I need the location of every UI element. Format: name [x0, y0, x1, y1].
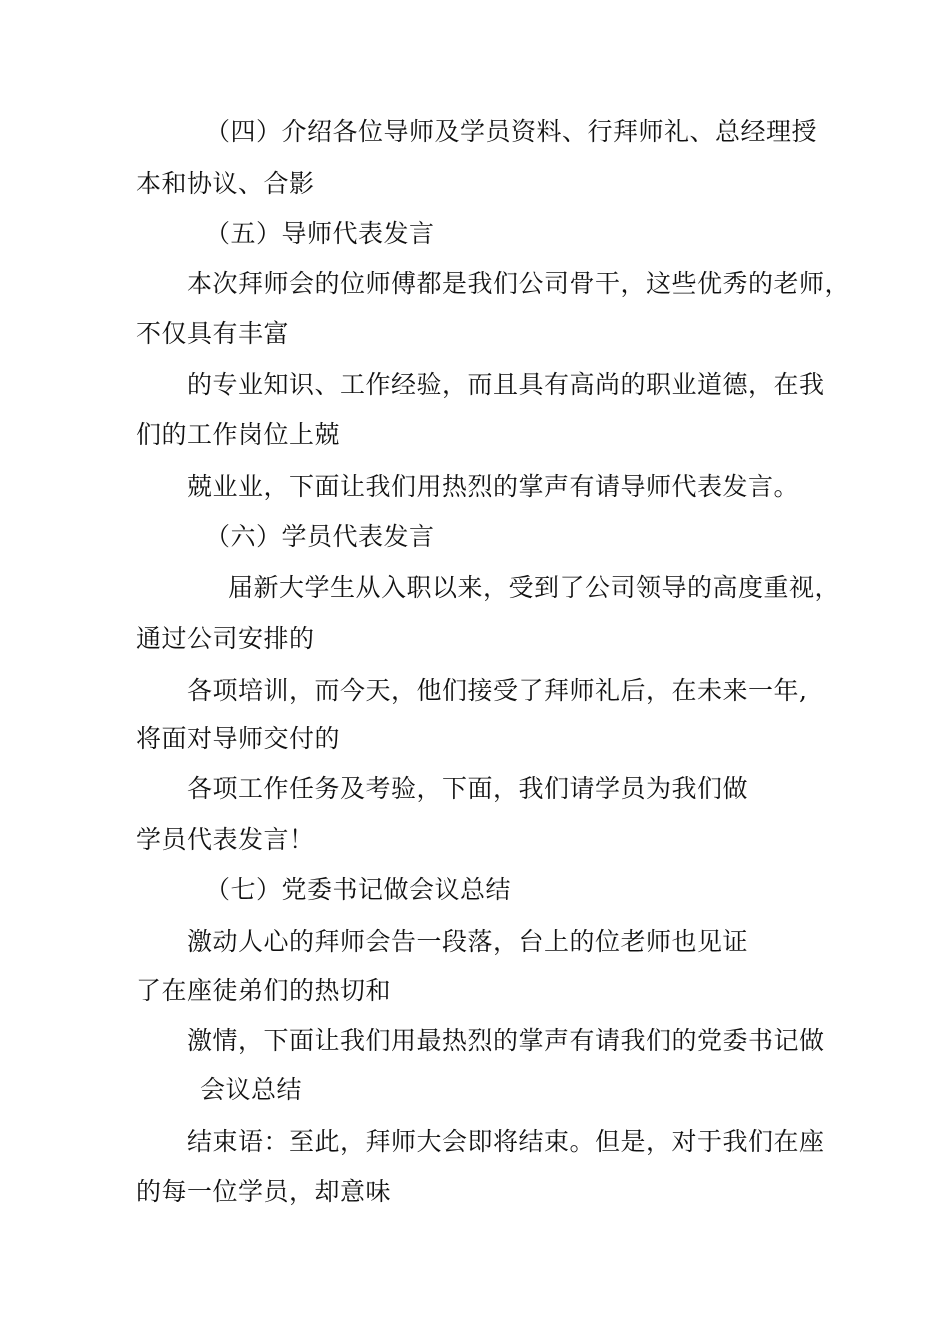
text-line: 各项培训，而今天，他们接受了拜师礼后，在未来一年, [187, 676, 808, 705]
section-heading-5: （五）导师代表发言 [205, 219, 435, 248]
text-line: 了在座徒弟们的热切和 [136, 976, 392, 1005]
text-line: 们的工作岗位上兢 [136, 420, 341, 449]
text-line: 结束语：至此，拜师大会即将结束。但是，对于我们在座 [187, 1127, 825, 1156]
text-line: 不仅具有丰富 [136, 319, 290, 348]
text-line: 届新大学生从入职以来，受到了公司领导的高度重视， [228, 573, 841, 602]
text-line: 本次拜师会的位师傅都是我们公司骨干，这些优秀的老师， [187, 269, 851, 298]
section-heading-4: （四）介绍各位导师及学员资料、行拜师礼、总经理授 [205, 117, 818, 146]
text-line: 的专业知识、工作经验，而且具有高尚的职业道德，在我 [187, 370, 825, 399]
text-line: 通过公司安排的 [136, 624, 315, 653]
text-line: 学员代表发言！ [136, 825, 315, 854]
text-line: 的每一位学员，却意味 [136, 1177, 392, 1206]
text-line: 兢业业，下面让我们用热烈的掌声有请导师代表发言。 [187, 472, 800, 501]
text-line: 将面对导师交付的 [136, 724, 341, 753]
text-line: 各项工作任务及考验，下面，我们请学员为我们做 [187, 774, 749, 803]
section-heading-6: （六）学员代表发言 [205, 522, 435, 551]
section-heading-7: （七）党委书记做会议总结 [205, 875, 512, 904]
text-line: 激动人心的拜师会告一段落，台上的位老师也见证 [187, 927, 749, 956]
text-line: 会议总结 [200, 1075, 303, 1104]
text-line: 本和协议、合影 [136, 169, 315, 198]
text-line: 激情，下面让我们用最热烈的掌声有请我们的党委书记做 [187, 1026, 825, 1055]
